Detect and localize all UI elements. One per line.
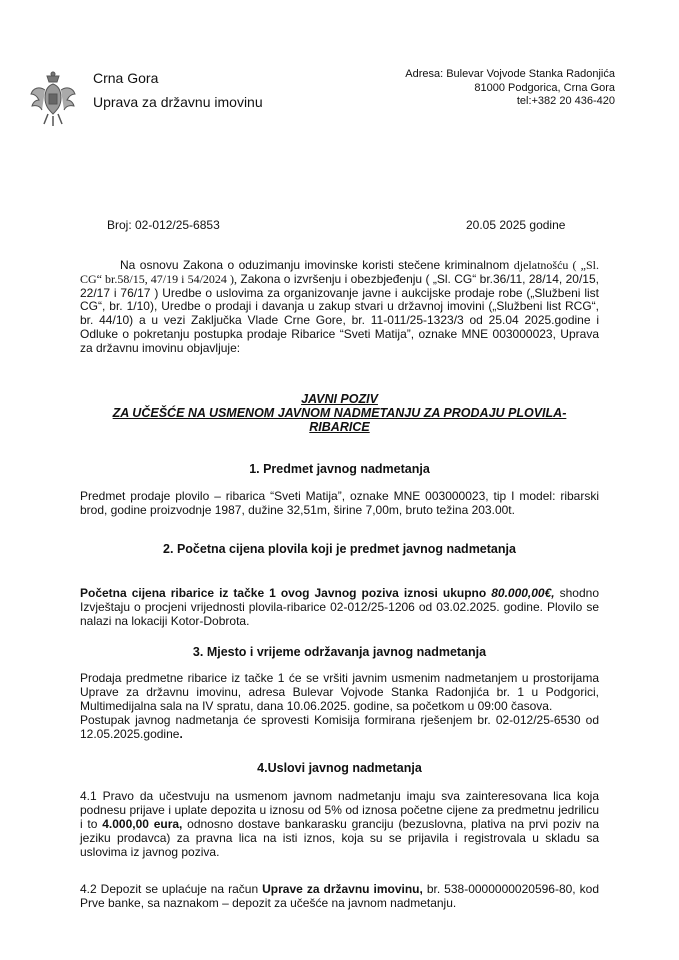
section-3-text-1: Prodaja predmetne ribarice iz tačke 1 će se vršiti javnim usmenim nadmetanjem u prostorijama Uprave za državnu imovinu, adresa Bulevar Vojvode Stanka Radonjića br. 1 u Podgorici, Multimedijalna sala na IV spratu, dana 10.06.2025. godine, sa početkom u 09:00 časova. (80, 671, 599, 713)
address-block (405, 68, 615, 109)
coat-of-arms-icon (30, 70, 76, 130)
section-4-2-bold: Uprave za državnu imovinu, (262, 882, 423, 896)
organization-country: Crna Gora (93, 70, 159, 86)
section-2-bold: Početna cijena ribarice iz tačke 1 ovog Javnog poziva iznosi ukupno (80, 586, 492, 600)
title-line2: ZA UČEŠĆE NA USMENOM JAVNOM NADMETANJU ZA PRODAJU PLOVILA- (112, 406, 567, 420)
intro-paragraph: Na osnovu Zakona o oduzimanju imovinske koristi stečene kriminalnom djelatnošću ( „Sl. CG“ br.58/15, 47/19 i 54/2024 ), Zakona o izvršenju i obezbjeđenju ( „Sl. CG“ br.36/11, 28/14, 20/15, 22/17 i 76/17 ) Uredbe o uslovima za organizovanje javne i aukcijske prodaje robe („Službeni list CG“, br. 1/10), Uredbe o prodaji i davanja u zakup stvari u državnoj imovini („Službeni list RCG“, br. 44/10) a u vezi Zaključka Vlade Crne Gore, br. 11-011/25-1323/3 od 25.04 2025.godine i Odluke o pokretanju postupka prodaje Ribarice “Sveti Matija”, oznake MNE 003000023, Uprava za državnu imovinu objavljuje: (80, 258, 600, 355)
section-3-text (80, 671, 599, 741)
section-2-heading: 2. Početna cijena plovila koji je predmet javnog nadmetanja (163, 542, 516, 556)
section-4-heading: 4.Uslovi javnog nadmetanja (257, 761, 422, 775)
address-street: Adresa: Bulevar Vojvode Stanka Radonjića (405, 68, 615, 80)
section-2-text (80, 586, 599, 628)
section-2-amount: 80.000,00€, (491, 586, 555, 600)
section-2-rest: shodno Izvještaju o procjeni vrijednosti plovila-ribarice 02-012/25-1206 od 03.02.2025. godine. Plovilo se nalazi na lokaciji Kotor-Dobrota. (80, 586, 600, 628)
title-line3: RIBARICE (309, 420, 370, 434)
intro-body: Zakona o izvršenju i obezbjeđenju ( „Sl. CG“ br.36/11, 28/14, 20/15, 22/17 i 76/17 ) Uredbe o uslovima za organizovanje javne i aukcijske prodaje robe („Službeni list CG“, br. 1/10), Uredbe o prodaji i davanja u zakup stvari u državnoj imovini („Službeni list RCG“, br. 44/10) a u vezi Zaključka Vlade Crne Gore, br. 11-011/25-1323/3 od 25.04 2025.godine i Odluke o pokretanju postupka prodaje Ribarice “Sveti Matija”, oznake MNE 003000023, Uprava za državnu imovinu objavljuje: (80, 271, 599, 355)
section-3-heading: 3. Mjesto i vrijeme održavanja javnog nadmetanja (192, 645, 487, 659)
address-city: 81000 Podgorica, Crna Gora (474, 81, 615, 94)
section-4-1-amount: 4.000,00 eura, (102, 817, 183, 831)
section-1-heading: 1. Predmet javnog nadmetanja (249, 462, 430, 476)
section-1-text: Predmet prodaje plovilo – ribarica “Sveti Matija”, oznake MNE 003000023, tip I model: ribarski brod, godine proizvodnje 1987, dužine 32,51m, širine 7,00m, bruto težina 203.00t. (80, 489, 599, 517)
address-phone: tel:+382 20 436-420 (516, 95, 615, 107)
section-4-1-text: 4.1 Pravo da učestvuju na usmenom javnom nadmetanju imaju sva zainteresovana lica koja podnesu prijave i uplate depozita u iznosu od 5% od iznosa početne cijene za predmetnu jedrilicu i to 4.000,00 eura, odnosno dostave bankarasku granciju (bezuslovna, plativa na prvi poziv na jeziku prodavca) za pravna lica na isti iznos, koja su se prijavila i registrovala u skladu sa uslovima iz javnog poziva. (80, 789, 599, 859)
section-4-2-text: 4.2 Depozit se uplaćuje na račun Uprave za državnu imovinu, br. 538-0000000020596-80, kod Prve banke, sa naznakom – depozit za učešće na javnom nadmetanju. (80, 882, 599, 910)
document-date: 20.05 2025 godine (466, 218, 566, 232)
reference-number: Broj: 02-012/25-6853 (107, 218, 220, 232)
organization-name: Uprava za državnu imovinu (93, 94, 263, 110)
intro-serif-ref: djelatnošću ( „Sl. CG“ br.58/15, 47/19 i 54/2024 ), (80, 258, 600, 286)
title-javni-poziv: JAVNI POZIV (301, 392, 378, 406)
section-3-text-2: Postupak javnog nadmetanja će sprovesti Komisija formirana rješenjem br. 02-012/25-6530 od 12.05.2025.godine. (80, 713, 599, 741)
